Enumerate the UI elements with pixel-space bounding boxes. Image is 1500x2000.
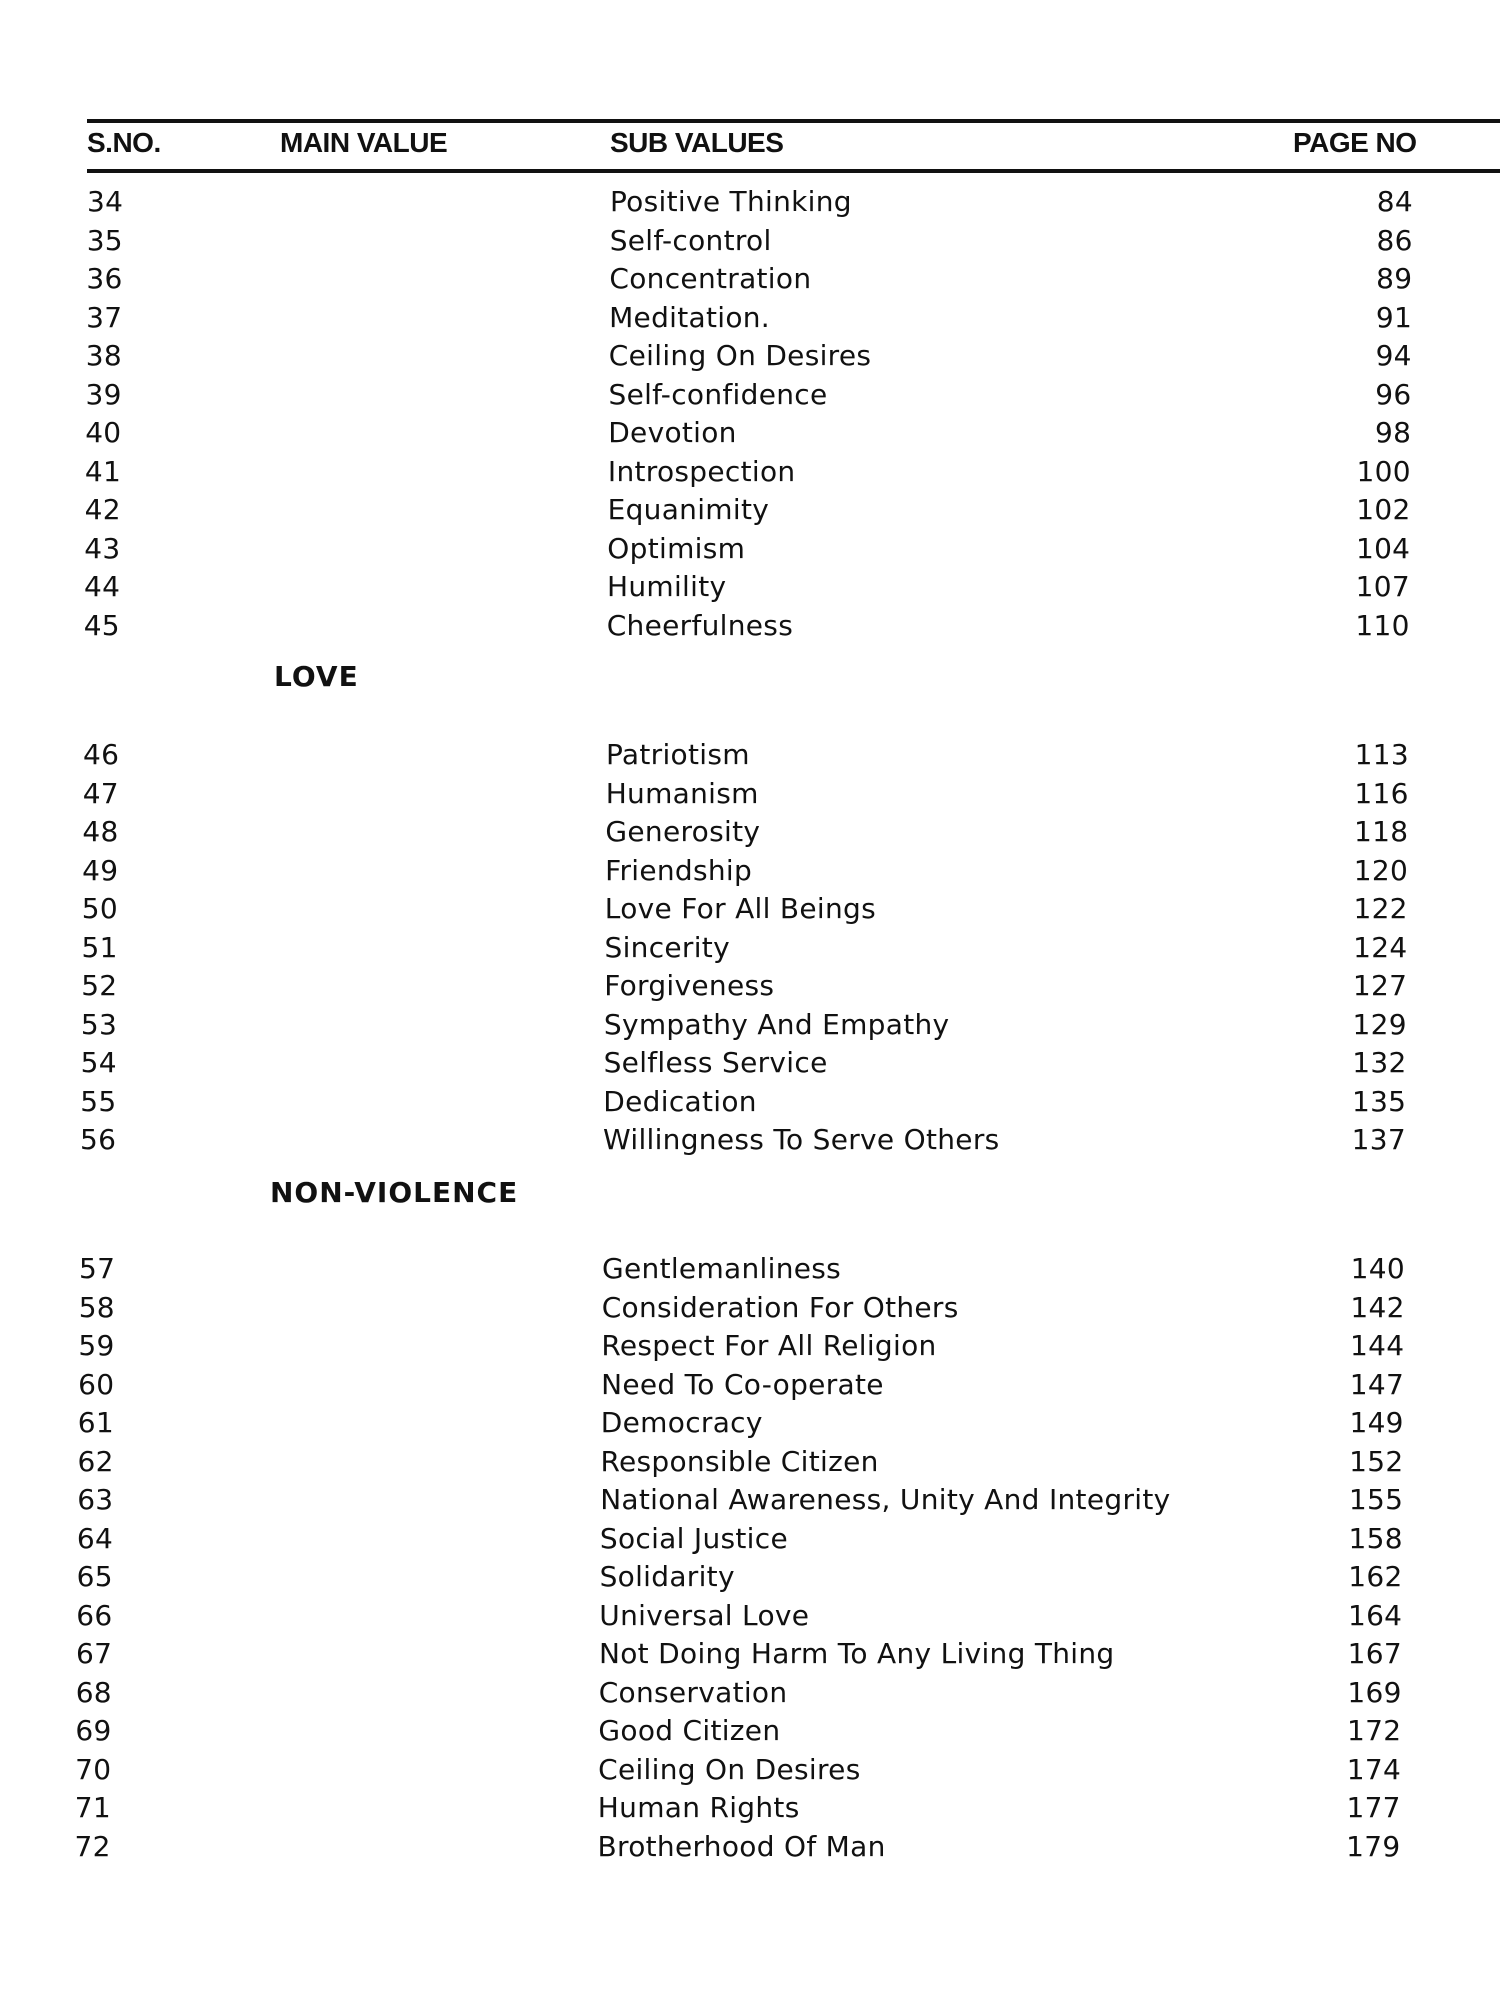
row-sub-value: Patriotism [606, 738, 750, 771]
header-top-rule [87, 119, 1500, 123]
row-sub-value: Cheerfulness [606, 608, 794, 642]
row-sub-value: Optimism [607, 531, 746, 565]
row-page-no: 177 [1346, 1791, 1401, 1824]
row-sno: 43 [84, 531, 121, 565]
row-sub-value: Generosity [605, 815, 761, 848]
row-page-no: 129 [1352, 1007, 1407, 1041]
row-sno: 47 [82, 776, 119, 810]
row-sub-value: Love For All Beings [604, 892, 877, 925]
row-sno: 41 [84, 454, 122, 488]
row-sno: 58 [78, 1290, 115, 1324]
row-sub-value: Forgiveness [604, 969, 775, 1002]
header-bottom-rule [87, 169, 1500, 173]
row-page-no: 144 [1350, 1329, 1405, 1362]
row-sno: 53 [80, 1007, 118, 1041]
row-sno: 72 [74, 1829, 111, 1863]
row-sub-value: Sincerity [604, 930, 730, 964]
row-page-no: 84 [1376, 185, 1413, 218]
row-page-no: 137 [1351, 1123, 1406, 1156]
column-header-page-no: PAGE NO [1293, 127, 1417, 158]
column-header-sno: S.NO. [87, 127, 161, 158]
row-page-no: 127 [1352, 969, 1408, 1002]
row-page-no: 152 [1349, 1444, 1404, 1478]
row-sno: 42 [84, 493, 121, 526]
row-sno: 59 [78, 1329, 115, 1362]
row-sub-value: Introspection [607, 454, 796, 488]
row-sno: 46 [83, 738, 120, 771]
row-sub-value: Universal Love [599, 1598, 810, 1632]
row-sub-value: Ceiling On Desires [608, 339, 872, 372]
row-sub-value: Consideration For Others [601, 1290, 959, 1324]
row-sno: 51 [81, 930, 118, 964]
row-sno: 68 [75, 1675, 112, 1709]
row-sub-value: Need To Co-operate [601, 1367, 884, 1401]
column-header-main-value: MAIN VALUE [280, 127, 448, 158]
row-sno: 69 [75, 1714, 112, 1747]
row-sub-value: Concentration [609, 262, 812, 295]
row-sno: 36 [86, 262, 123, 295]
row-sub-value: Brotherhood Of Man [597, 1829, 886, 1863]
row-sno: 60 [78, 1367, 115, 1401]
row-page-no: 140 [1350, 1252, 1405, 1285]
row-sub-value: Social Justice [599, 1521, 788, 1555]
row-page-no: 149 [1349, 1406, 1404, 1439]
row-sub-value: Selfless Service [603, 1046, 828, 1079]
row-sno: 67 [76, 1637, 113, 1670]
row-page-no: 118 [1354, 815, 1409, 848]
row-sub-value: Gentlemanliness [602, 1252, 842, 1285]
row-page-no: 124 [1353, 930, 1408, 964]
row-sub-value: Solidarity [599, 1560, 735, 1593]
row-page-no: 174 [1346, 1752, 1402, 1786]
row-sub-value: Humility [607, 570, 727, 603]
row-page-no: 122 [1353, 892, 1408, 925]
row-page-no: 91 [1375, 300, 1413, 334]
row-sub-value: Democracy [600, 1406, 763, 1439]
row-page-no: 113 [1354, 738, 1409, 771]
row-sno: 64 [76, 1521, 114, 1555]
row-sno: 63 [77, 1483, 114, 1516]
row-page-no: 164 [1347, 1598, 1403, 1632]
row-page-no: 172 [1347, 1714, 1402, 1747]
row-page-no: 158 [1348, 1521, 1403, 1555]
row-sno: 34 [87, 185, 124, 218]
row-page-no: 89 [1376, 262, 1413, 295]
row-page-no: 135 [1351, 1084, 1407, 1118]
row-page-no: 86 [1376, 223, 1413, 257]
row-sub-value: Respect For All Religion [601, 1329, 937, 1362]
row-sno: 48 [82, 815, 119, 848]
row-page-no: 155 [1348, 1483, 1404, 1516]
row-sno: 35 [86, 223, 123, 257]
row-sno: 49 [82, 853, 119, 887]
row-page-no: 142 [1350, 1290, 1405, 1324]
row-sno: 70 [75, 1752, 112, 1786]
row-sub-value: Ceiling On Desires [598, 1752, 861, 1786]
row-sub-value: Responsible Citizen [600, 1444, 879, 1478]
row-sno: 55 [80, 1084, 117, 1118]
row-page-no: 94 [1375, 339, 1412, 372]
row-sub-value: Dedication [603, 1084, 757, 1118]
row-sub-value: Conservation [598, 1675, 788, 1709]
row-sno: 37 [86, 300, 123, 334]
section-heading: NON-VIOLENCE [270, 1176, 519, 1209]
row-page-no: 120 [1353, 853, 1409, 887]
row-sno: 50 [81, 892, 119, 925]
row-page-no: 162 [1348, 1560, 1403, 1593]
row-sub-value: National Awareness, Unity And Integrity [600, 1483, 1171, 1516]
row-sub-value: Friendship [605, 853, 753, 887]
row-page-no: 100 [1356, 454, 1411, 488]
row-sub-value: Self-control [609, 223, 772, 257]
row-sno: 57 [79, 1252, 116, 1285]
row-sub-value: Willingness To Serve Others [603, 1123, 1000, 1156]
row-page-no: 104 [1355, 531, 1411, 565]
row-page-no: 96 [1375, 377, 1412, 411]
row-sno: 54 [80, 1046, 117, 1079]
row-sub-value: Self-confidence [608, 377, 828, 411]
row-sno: 66 [76, 1598, 113, 1632]
row-page-no: 167 [1347, 1637, 1402, 1670]
row-page-no: 132 [1352, 1046, 1407, 1079]
row-page-no: 116 [1354, 776, 1409, 810]
row-sub-value: Equanimity [607, 493, 770, 526]
column-header-sub-values: SUB VALUES [610, 127, 784, 158]
row-page-no: 98 [1374, 416, 1412, 449]
row-page-no: 110 [1355, 608, 1410, 642]
row-sno: 45 [83, 608, 120, 642]
row-sub-value: Sympathy And Empathy [603, 1007, 950, 1041]
row-sno: 65 [76, 1560, 113, 1593]
row-page-no: 169 [1347, 1675, 1402, 1709]
row-sno: 40 [85, 416, 122, 449]
row-sno: 38 [85, 339, 123, 372]
row-sub-value: Positive Thinking [610, 185, 852, 218]
row-page-no: 102 [1356, 493, 1411, 526]
row-sub-value: Humanism [605, 776, 759, 810]
row-sno: 71 [74, 1791, 112, 1824]
row-sno: 56 [80, 1123, 117, 1156]
row-sub-value: Not Doing Harm To Any Living Thing [599, 1637, 1115, 1670]
row-page-no: 147 [1349, 1367, 1405, 1401]
row-sno: 52 [81, 969, 118, 1002]
row-sno: 62 [77, 1444, 114, 1478]
row-sub-value: Good Citizen [598, 1714, 781, 1747]
row-sno: 39 [85, 377, 122, 411]
row-sub-value: Human Rights [597, 1791, 800, 1824]
row-page-no: 179 [1346, 1829, 1401, 1863]
row-sub-value: Meditation. [609, 300, 771, 334]
row-sno: 61 [77, 1406, 115, 1439]
section-heading: LOVE [274, 660, 359, 693]
row-page-no: 107 [1355, 570, 1410, 603]
row-sub-value: Devotion [608, 416, 737, 449]
row-sno: 44 [84, 570, 121, 603]
